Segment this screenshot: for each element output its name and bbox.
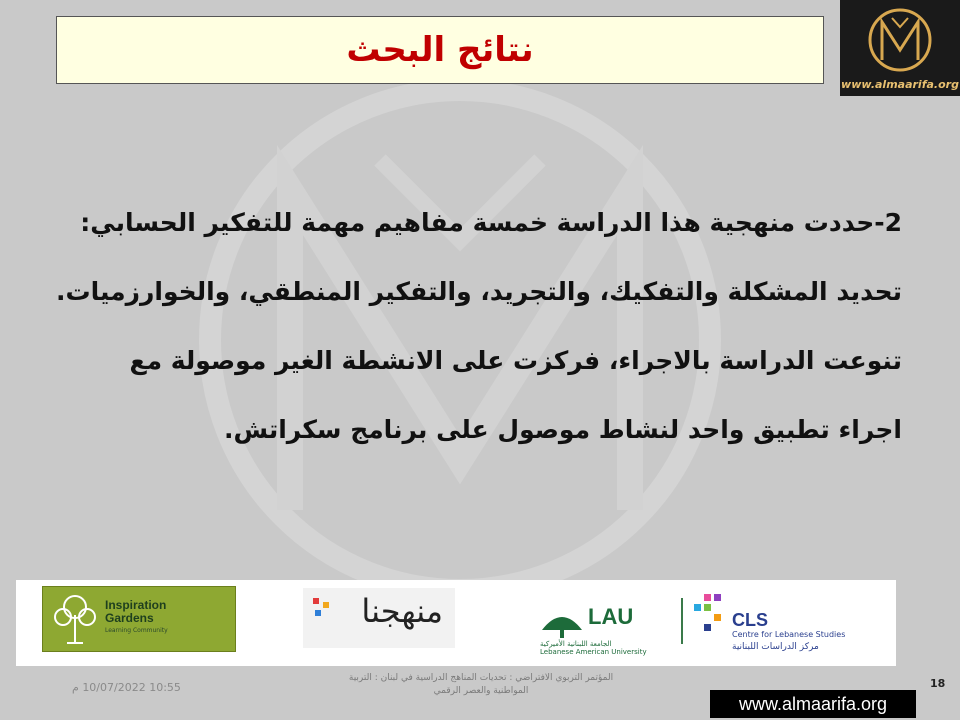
tree-icon [47, 589, 103, 649]
logo-url: www.almaarifa.org [841, 78, 959, 91]
lau-cedar-icon [538, 600, 586, 640]
lau-logo [536, 596, 676, 656]
footer-conference-title: المؤتمر التربوي الافتراضي : تحديات المناهج الدراسية في لبنان : التربية المواطنية والعصر الرقمي [348, 673, 614, 696]
cls-arabic: مركز الدراسات اللبنانية [732, 642, 819, 652]
gardens-subtitle: Learning Community [105, 627, 168, 634]
body-text [55, 188, 902, 464]
slide-title: نتائج البحث [346, 30, 534, 70]
cls-squares-icon [690, 592, 730, 636]
almaarifa-logo [840, 0, 960, 96]
title-box [56, 16, 824, 84]
cls-english: Centre for Lebanese Studies [732, 630, 846, 639]
footer-url-bar [710, 690, 916, 718]
lau-abbr: LAU [588, 604, 634, 629]
manhajuna-text: منهجنا [361, 592, 443, 630]
slide-number: 18 [930, 677, 946, 690]
body-line: تنوعت الدراسة بالاجراء، فركزت على الانشطة الغير موصولة مع [129, 346, 902, 375]
footer-url: www.almaarifa.org [738, 693, 888, 714]
cls-abbr: CLS [732, 610, 768, 630]
almaarifa-emblem-icon [840, 0, 960, 78]
body-line: تحديد المشكلة والتفكيك، والتجريد، والتفكير المنطقي، والخوارزميات. [55, 277, 902, 306]
footer-datetime: 10:55 10/07/2022 م [72, 681, 181, 694]
logo-divider [681, 598, 683, 644]
partner-logos-strip [16, 580, 896, 666]
manhajuna-logo [303, 588, 455, 648]
inspiration-gardens-logo [42, 586, 236, 652]
body-line: 2-حددت منهجية هذا الدراسة خمسة مفاهيم مهمة للتفكير الحسابي: [80, 208, 902, 237]
lau-names: الجامعة اللبنانية الأميركية Lebanese American University [540, 640, 647, 656]
gardens-name: Inspiration Gardens [105, 598, 167, 625]
colored-dots-icon [311, 596, 341, 626]
cls-logo [688, 588, 878, 658]
body-line: اجراء تطبيق واحد لنشاط موصول على برنامج سكراتش. [224, 415, 902, 444]
